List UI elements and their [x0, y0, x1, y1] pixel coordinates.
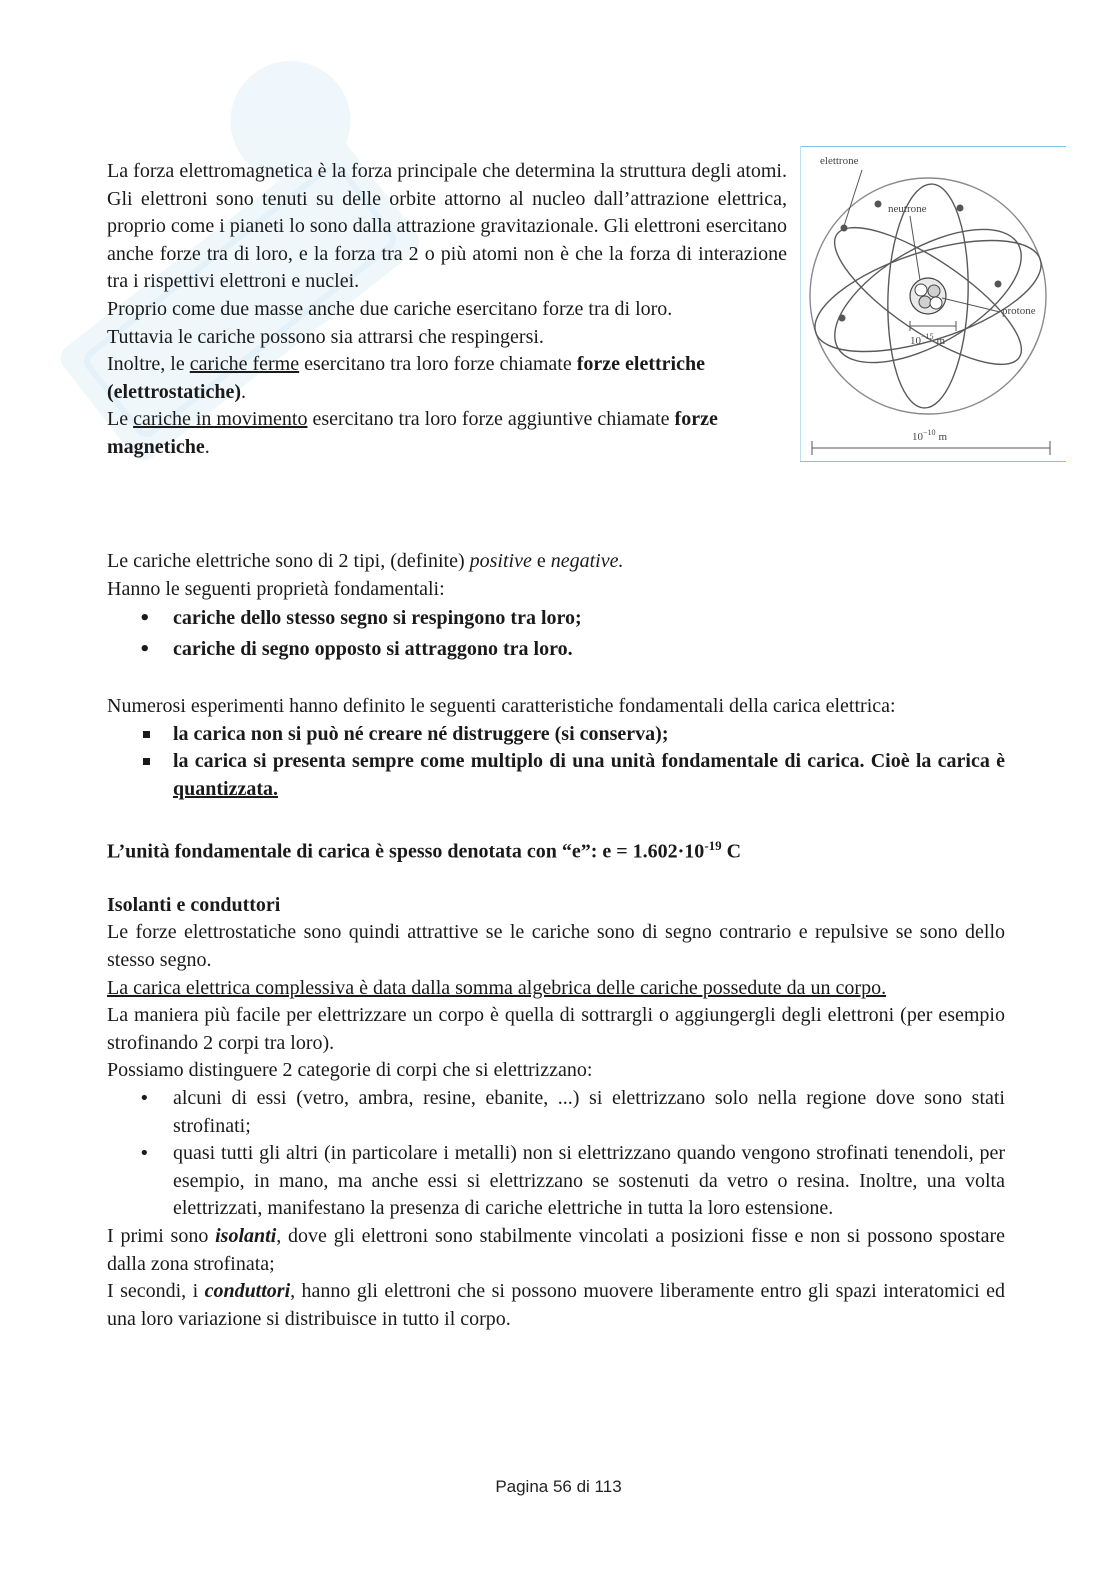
categories-list [107, 1085, 1005, 1223]
text-run: I primi sono [107, 1224, 216, 1247]
scale-exponent: −10 [923, 428, 936, 437]
section-paragraph-5 [107, 1223, 1005, 1278]
scale-base: 10 [910, 335, 921, 347]
text-run: Inoltre, le [107, 353, 190, 376]
scale-base: 10 [912, 431, 923, 443]
text-run: Le [107, 408, 134, 431]
text-run: Le cariche elettriche sono di 2 tipi, (definite) [107, 550, 470, 572]
underlined-term: cariche in movimento [133, 408, 308, 431]
underlined-term: cariche ferme [189, 353, 300, 376]
properties-list [107, 603, 1005, 665]
label-neutrone: neutrone [888, 203, 927, 215]
properties-intro: Hanno le seguenti proprietà fondamentali: [107, 577, 445, 600]
electron-dot [995, 281, 1002, 288]
text-run: esercitano tra loro forze chiamate [299, 353, 577, 376]
label-nucleus-scale [910, 332, 946, 347]
list-item: • cariche di segno opposto si attraggono tra loro. [107, 634, 1005, 665]
list-item: • quasi tutti gli altri (in particolare i metalli) non si elettrizzano quando vengono strofinati tenendoli, per esempio, in mano, ma anche essi si elettrizzano se sostenuti da vetro o resina. Inoltre, una volta elettrizzati, manifestano la presenza di cariche elettriche in tutta la loro estensione. [107, 1140, 1005, 1223]
charge-types-line [107, 548, 1005, 576]
intro-paragraph-4 [107, 351, 787, 406]
intro-paragraph-2: Proprio come due masse anche due cariche esercitano forze tra di loro. [107, 297, 673, 320]
unit-formula [107, 832, 1005, 866]
intro-paragraph-1: La forza elettromagnetica è la forza principale che determina la struttura degli atomi. Gli elettroni sono tenuti su delle orbite attorno al nucleo dall’attrazione elettrica, proprio come i pianeti lo sono dalla attrazione gravitazionale. Gli elettroni esercitano anche forze tra di loro, e la forza tra 2 o più atomi non è che la forza di interazione tra i rispettivi elettroni e nuclei. [107, 160, 787, 293]
label-elettrone: elettrone [820, 155, 859, 167]
electron-dot [839, 315, 846, 322]
section-paragraph-6 [107, 1278, 1005, 1333]
label-atom-scale [912, 428, 948, 443]
pointer-line-elettrone [844, 170, 862, 226]
nucleus [910, 278, 946, 314]
characteristics-list [107, 721, 1005, 804]
text-run: , hanno gli elettroni che si possono muovere liberamente entro gli spazi interatomici ed una loro variazione si distribuisce in tutto il corpo. [107, 1280, 1006, 1330]
list-item: • cariche dello stesso segno si respingono tra loro; [107, 603, 1005, 634]
text-run: , dove gli elettroni sono stabilmente vincolati a posizioni fisse e non si possono spostare dalla zona strofinata; [107, 1224, 1005, 1275]
list-item: • alcuni di essi (vetro, ambra, resine, ebanite, ...) si elettrizzano solo nella regione dove sono stati strofinati; [107, 1085, 1005, 1140]
experiments-intro: Numerosi esperimenti hanno definito le seguenti caratteristiche fondamentali della carica elettrica: [107, 695, 896, 718]
list-item [107, 748, 1005, 803]
electron-dot [875, 201, 882, 208]
text-run: la carica si presenta sempre come multiplo di una unità fondamentale di carica. Cioè la carica è [173, 750, 1005, 773]
atom-diagram [800, 146, 1066, 462]
bold-term: forze elettriche (elettrostatiche) [107, 353, 705, 403]
text-run: I secondi, i [107, 1280, 205, 1303]
section-heading: Isolanti e conduttori [107, 893, 281, 916]
scale-unit: m [938, 431, 948, 443]
scale-unit: m [936, 335, 946, 347]
section-paragraph-3: La maniera più facile per elettrizzare un corpo è quella di sottrargli o aggiungergli degli elettroni (per esempio strofinando 2 corpi tra loro). [107, 1004, 1005, 1054]
bold-italic-term: conduttori [204, 1280, 291, 1303]
intro-text [107, 158, 787, 462]
label-protone: protone [1002, 305, 1036, 317]
atom-scale-bar [812, 441, 1050, 455]
italic-term: positive [469, 550, 532, 572]
intro-paragraph-5 [107, 406, 787, 461]
text-run: C [721, 840, 742, 863]
text-run: e [531, 550, 551, 572]
electron-dot [957, 205, 964, 212]
italic-term: negative. [550, 550, 624, 572]
list-item: la carica non si può né creare né distruggere (si conserva); [107, 721, 1005, 749]
text-run: esercitano tra loro forze aggiuntive chiamate [307, 408, 675, 431]
text-run: L’unità fondamentale di carica è spesso denotata con “e”: e = 1.602·10 [107, 840, 705, 863]
bold-term: forze magnetiche [107, 408, 718, 458]
text-run: . [241, 380, 247, 403]
bold-italic-term: isolanti [215, 1224, 277, 1247]
nucleus-scale-bar [910, 321, 956, 331]
section-paragraph-1: Le forze elettrostatiche sono quindi attrattive se le cariche sono di segno contrario e repulsive se sono dello stesso segno. [107, 921, 1005, 971]
section-paragraph-2: La carica elettrica complessiva è data dalla somma algebrica delle cariche possedute da un corpo. [107, 976, 887, 999]
section-paragraph-4: Possiamo distinguere 2 categorie di corpi che si elettrizzano: [107, 1059, 593, 1082]
exponent: -19 [704, 837, 722, 853]
intro-paragraph-3: Tuttavia le cariche possono sia attrarsi che respingersi. [107, 325, 544, 348]
scale-exponent: −15 [921, 332, 934, 341]
underlined-term: quantizzata. [173, 777, 278, 800]
text-run: . [204, 435, 210, 458]
main-text [107, 548, 1005, 1333]
page-number: Pagina 56 di 113 [495, 1477, 622, 1496]
